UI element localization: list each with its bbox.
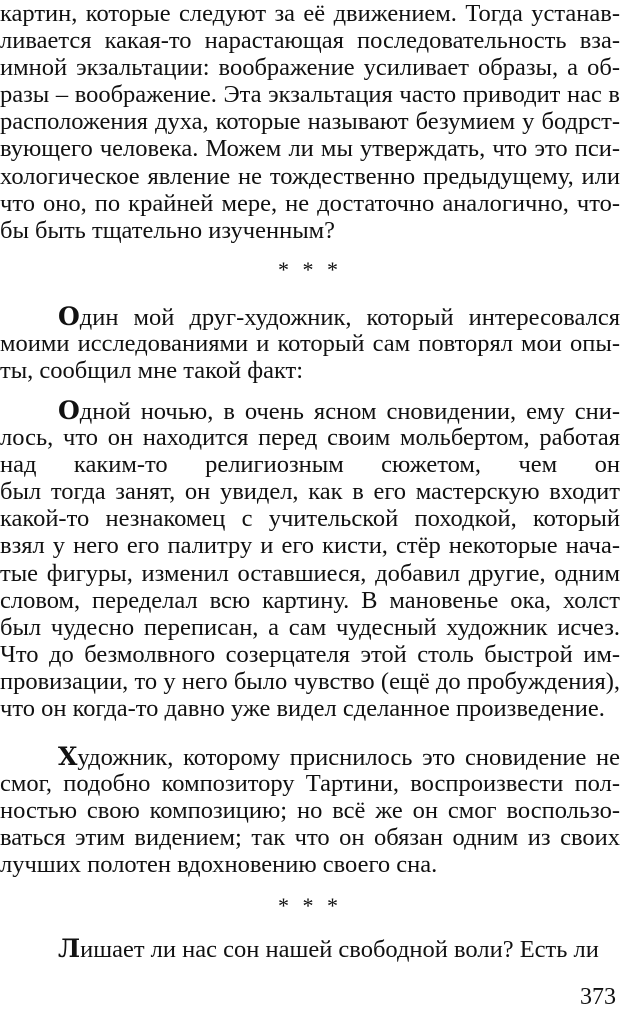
line-text: тые фигуры, изменил оставшиеся, добавил другие, одним bbox=[0, 559, 620, 587]
text-line bbox=[0, 797, 620, 824]
text-line bbox=[0, 770, 620, 797]
paragraph-sleep-will bbox=[0, 935, 620, 962]
line-text: удожник, которому приснилось это сновидение не bbox=[77, 744, 620, 771]
line-text: ваться этим видением; так что он обязан одним из своих bbox=[0, 824, 620, 852]
text-line bbox=[0, 54, 620, 81]
text-line bbox=[0, 357, 620, 384]
text-line bbox=[0, 851, 620, 878]
line-text: был чудесно переписан, а сам чудесный художник исчез. bbox=[0, 613, 620, 641]
text-line bbox=[0, 451, 620, 478]
text-line bbox=[0, 560, 620, 587]
paragraph-friend-artist bbox=[0, 303, 620, 384]
line-text: над каким-то религиозным сюжетом, чем он bbox=[0, 451, 620, 479]
text-line bbox=[0, 0, 620, 27]
drop-cap-letter: Л bbox=[58, 935, 81, 963]
text-line bbox=[0, 695, 620, 722]
text-line bbox=[0, 397, 620, 424]
text-line bbox=[0, 743, 620, 770]
text-line bbox=[0, 935, 620, 962]
line-text: разы – воображение. Эта экзальтация часто приводит нас в bbox=[0, 81, 620, 109]
text-line bbox=[0, 217, 620, 244]
line-text: взял у него его палитру и его кисти, стёр некоторые нача- bbox=[0, 532, 620, 560]
line-text: картин, которые следуют за её движением. Тогда устанав- bbox=[0, 0, 620, 27]
line-text: дной ночью, в очень ясном сновидении, ему сни- bbox=[79, 398, 620, 425]
paragraph-artist-composition bbox=[0, 743, 620, 878]
text-line bbox=[0, 641, 620, 668]
text-line bbox=[0, 824, 620, 851]
line-text: имной экзальтации: воображение усиливает образы, а об- bbox=[0, 54, 620, 82]
drop-cap-letter: О bbox=[58, 303, 80, 331]
text-line bbox=[0, 478, 620, 505]
line-text: ты, сообщил мне такой факт: bbox=[0, 357, 304, 385]
text-line bbox=[0, 668, 620, 695]
text-line bbox=[0, 108, 620, 135]
line-text: ишает ли нас сон нашей свободной воли? Есть ли bbox=[80, 936, 599, 963]
text-line bbox=[0, 505, 620, 532]
line-text: словом, переделал всю картину. В мановенье ока, холст bbox=[0, 586, 620, 614]
line-text: смог, подобно композитору Тартини, воспроизвести пол- bbox=[0, 770, 620, 798]
text-line bbox=[0, 587, 620, 614]
text-line bbox=[0, 163, 620, 190]
text-line bbox=[0, 303, 620, 330]
text-line bbox=[0, 190, 620, 217]
line-text: дин мой друг-художник, который интересовался bbox=[79, 304, 620, 331]
text-line bbox=[0, 424, 620, 451]
section-separator: * * * bbox=[278, 257, 342, 282]
line-text: расположения духа, которые называют безумием у бодрст- bbox=[0, 108, 620, 136]
line-text: бы быть тщательно изученным? bbox=[0, 216, 336, 244]
text-line bbox=[0, 532, 620, 559]
line-text: что оно, по крайней мере, не достаточно аналогично, что- bbox=[0, 189, 620, 217]
line-text: был тогда занят, он увидел, как в его мастерскую входит bbox=[0, 478, 620, 506]
drop-cap-letter: О bbox=[58, 397, 80, 425]
section-separator: * * * bbox=[278, 893, 342, 918]
line-text: хологическое явление не тождественно предыдущему, или bbox=[0, 162, 620, 190]
paragraph-continued bbox=[0, 0, 620, 244]
line-text: лучших полотен вдохновению своего сна. bbox=[0, 851, 438, 879]
text-line bbox=[0, 81, 620, 108]
paragraph-dream-night bbox=[0, 397, 620, 722]
text-line bbox=[0, 135, 620, 162]
drop-cap-letter: Х bbox=[58, 743, 78, 771]
line-text: провизации, то у него было чувство (ещё до пробуждения), bbox=[0, 667, 620, 695]
line-text: Что до безмолвного созерцателя этой столь быстрой им- bbox=[0, 640, 620, 668]
page-number: 373 bbox=[580, 984, 616, 1010]
line-text: моими исследованиями и который сам повторял мои опы- bbox=[0, 330, 620, 358]
text-line bbox=[0, 27, 620, 54]
line-text: ностью свою композицию; но всё же он смог воспользо- bbox=[0, 797, 620, 825]
line-text: какой-то незнакомец с учительской походкой, который bbox=[0, 505, 620, 533]
line-text: что он когда-то давно уже видел сделанное произведение. bbox=[0, 695, 605, 723]
line-text: ливается какая-то нарастающая последовательность вза- bbox=[0, 27, 620, 55]
line-text: вующего человека. Можем ли мы утверждать, что это пси- bbox=[0, 135, 620, 163]
line-text: лось, что он находится перед своим мольбертом, работая bbox=[0, 424, 620, 452]
text-line bbox=[0, 330, 620, 357]
text-line bbox=[0, 614, 620, 641]
